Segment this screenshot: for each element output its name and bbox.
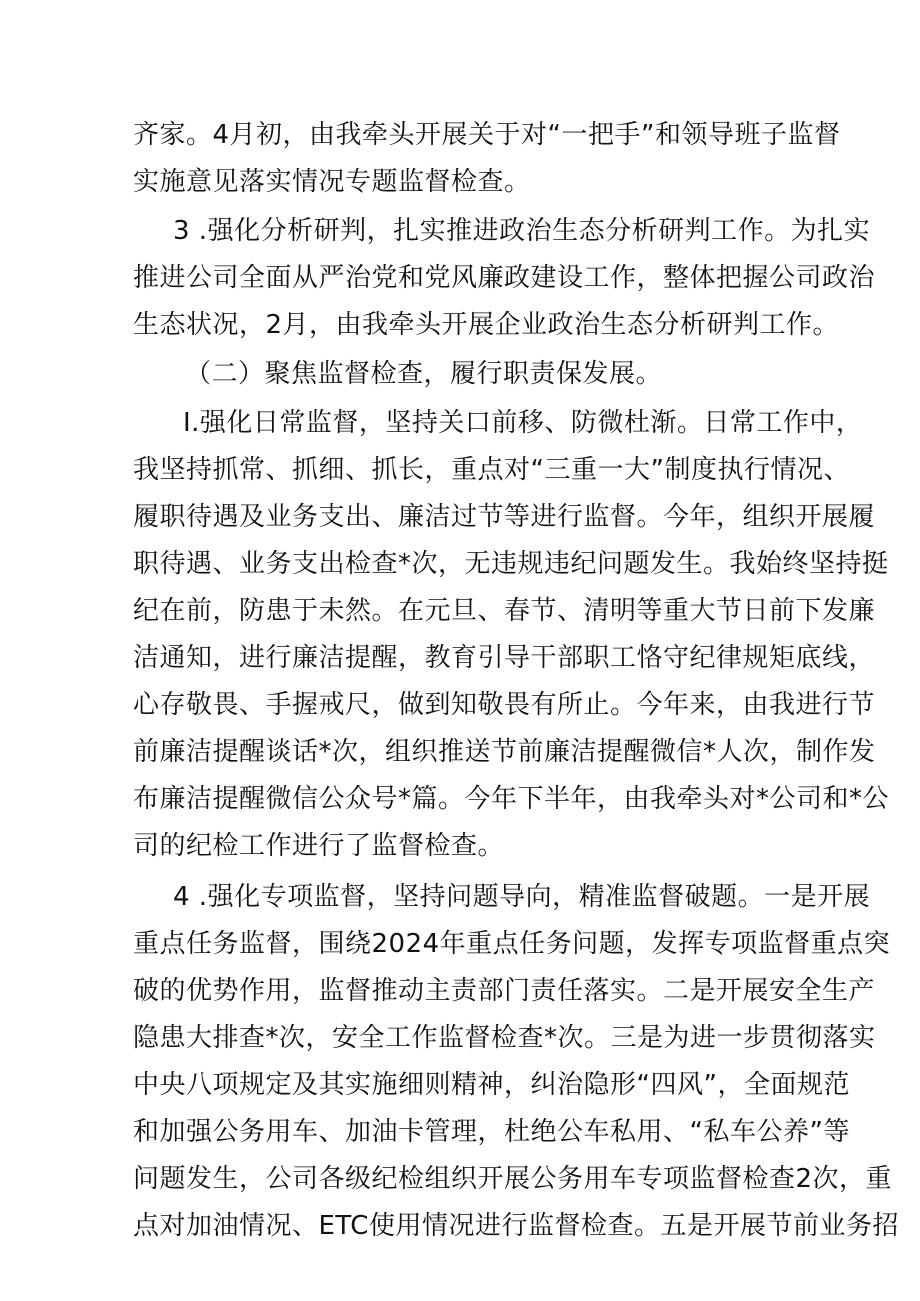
text-line: 心存敬畏、手握戒尺，做到知敬畏有所止。今年来，由我进行节 [133,690,876,720]
text-line: 推进公司全面从严治党和党风廉政建设工作，整体把握公司政治 [133,263,876,293]
text-line: 实施意见落实情况专题监督检查。 [133,167,531,197]
text-line: 洁通知，进行廉洁提醒，教育引导干部职工恪守纪律规矩底线， [133,643,876,673]
text-line: I.强化日常监督，坚持关口前移、防微杜渐。日常工作中， [183,408,863,438]
text-line: 中央八项规定及其实施细则精神，纠治隐形“四风”，全面规范 [133,1070,850,1100]
section-heading: （二）聚焦监督检查，履行职责保发展。 [185,359,663,389]
text-line: 破的优势作用，监督推动主责部门责任落实。二是开展安全生产 [133,976,876,1006]
document-body [133,112,899,1250]
text-line: 布廉洁提醒微信公众号*篇。今年下半年，由我牵头对*公司和*公 [133,784,890,814]
text-line: 隐患大排查*次，安全工作监督检查*次。三是为进一步贯彻落实 [133,1023,876,1053]
text-line: 职待遇、业务支出检查*次，无违规违纪问题发生。我始终坚持挺 [133,549,889,579]
text-line: 和加强公务用车、加油卡管理，杜绝公车私用、“私车公养”等 [133,1117,850,1147]
text-line: 我坚持抓常、抓细、抓长，重点对“三重一大”制度执行情况、 [133,455,850,485]
text-line: 前廉洁提醒谈话*次，组织推送节前廉洁提醒微信*人次，制作发 [133,737,876,767]
text-line: 齐家。4月初，由我牵头开展关于对“一把手”和领导班子监督 [133,120,841,150]
text-line: 3 .强化分析研判，扎实推进政治生态分析研判工作。为扎实 [173,216,871,246]
text-line: 履职待遇及业务支出、廉洁过节等进行监督。今年，组织开展履 [133,502,876,532]
text-line: 纪在前，防患于未然。在元旦、春节、清明等重大节日前下发廉 [133,596,876,626]
text-line: 司的纪检工作进行了监督检查。 [133,831,505,861]
text-line: 重点任务监督，围绕2024年重点任务问题，发挥专项监督重点突 [133,929,891,959]
text-line: 生态状况，2月，由我牵头开展企业政治生态分析研判工作。 [133,310,840,340]
text-line: 点对加油情况、ETC使用情况进行监督检查。五是开展节前业务招 [133,1211,899,1241]
text-line: 4 .强化专项监督，坚持问题导向，精准监督破题。一是开展 [173,882,871,912]
text-line: 问题发生，公司各级纪检组织开展公务用车专项监督检查2次，重 [133,1164,893,1194]
